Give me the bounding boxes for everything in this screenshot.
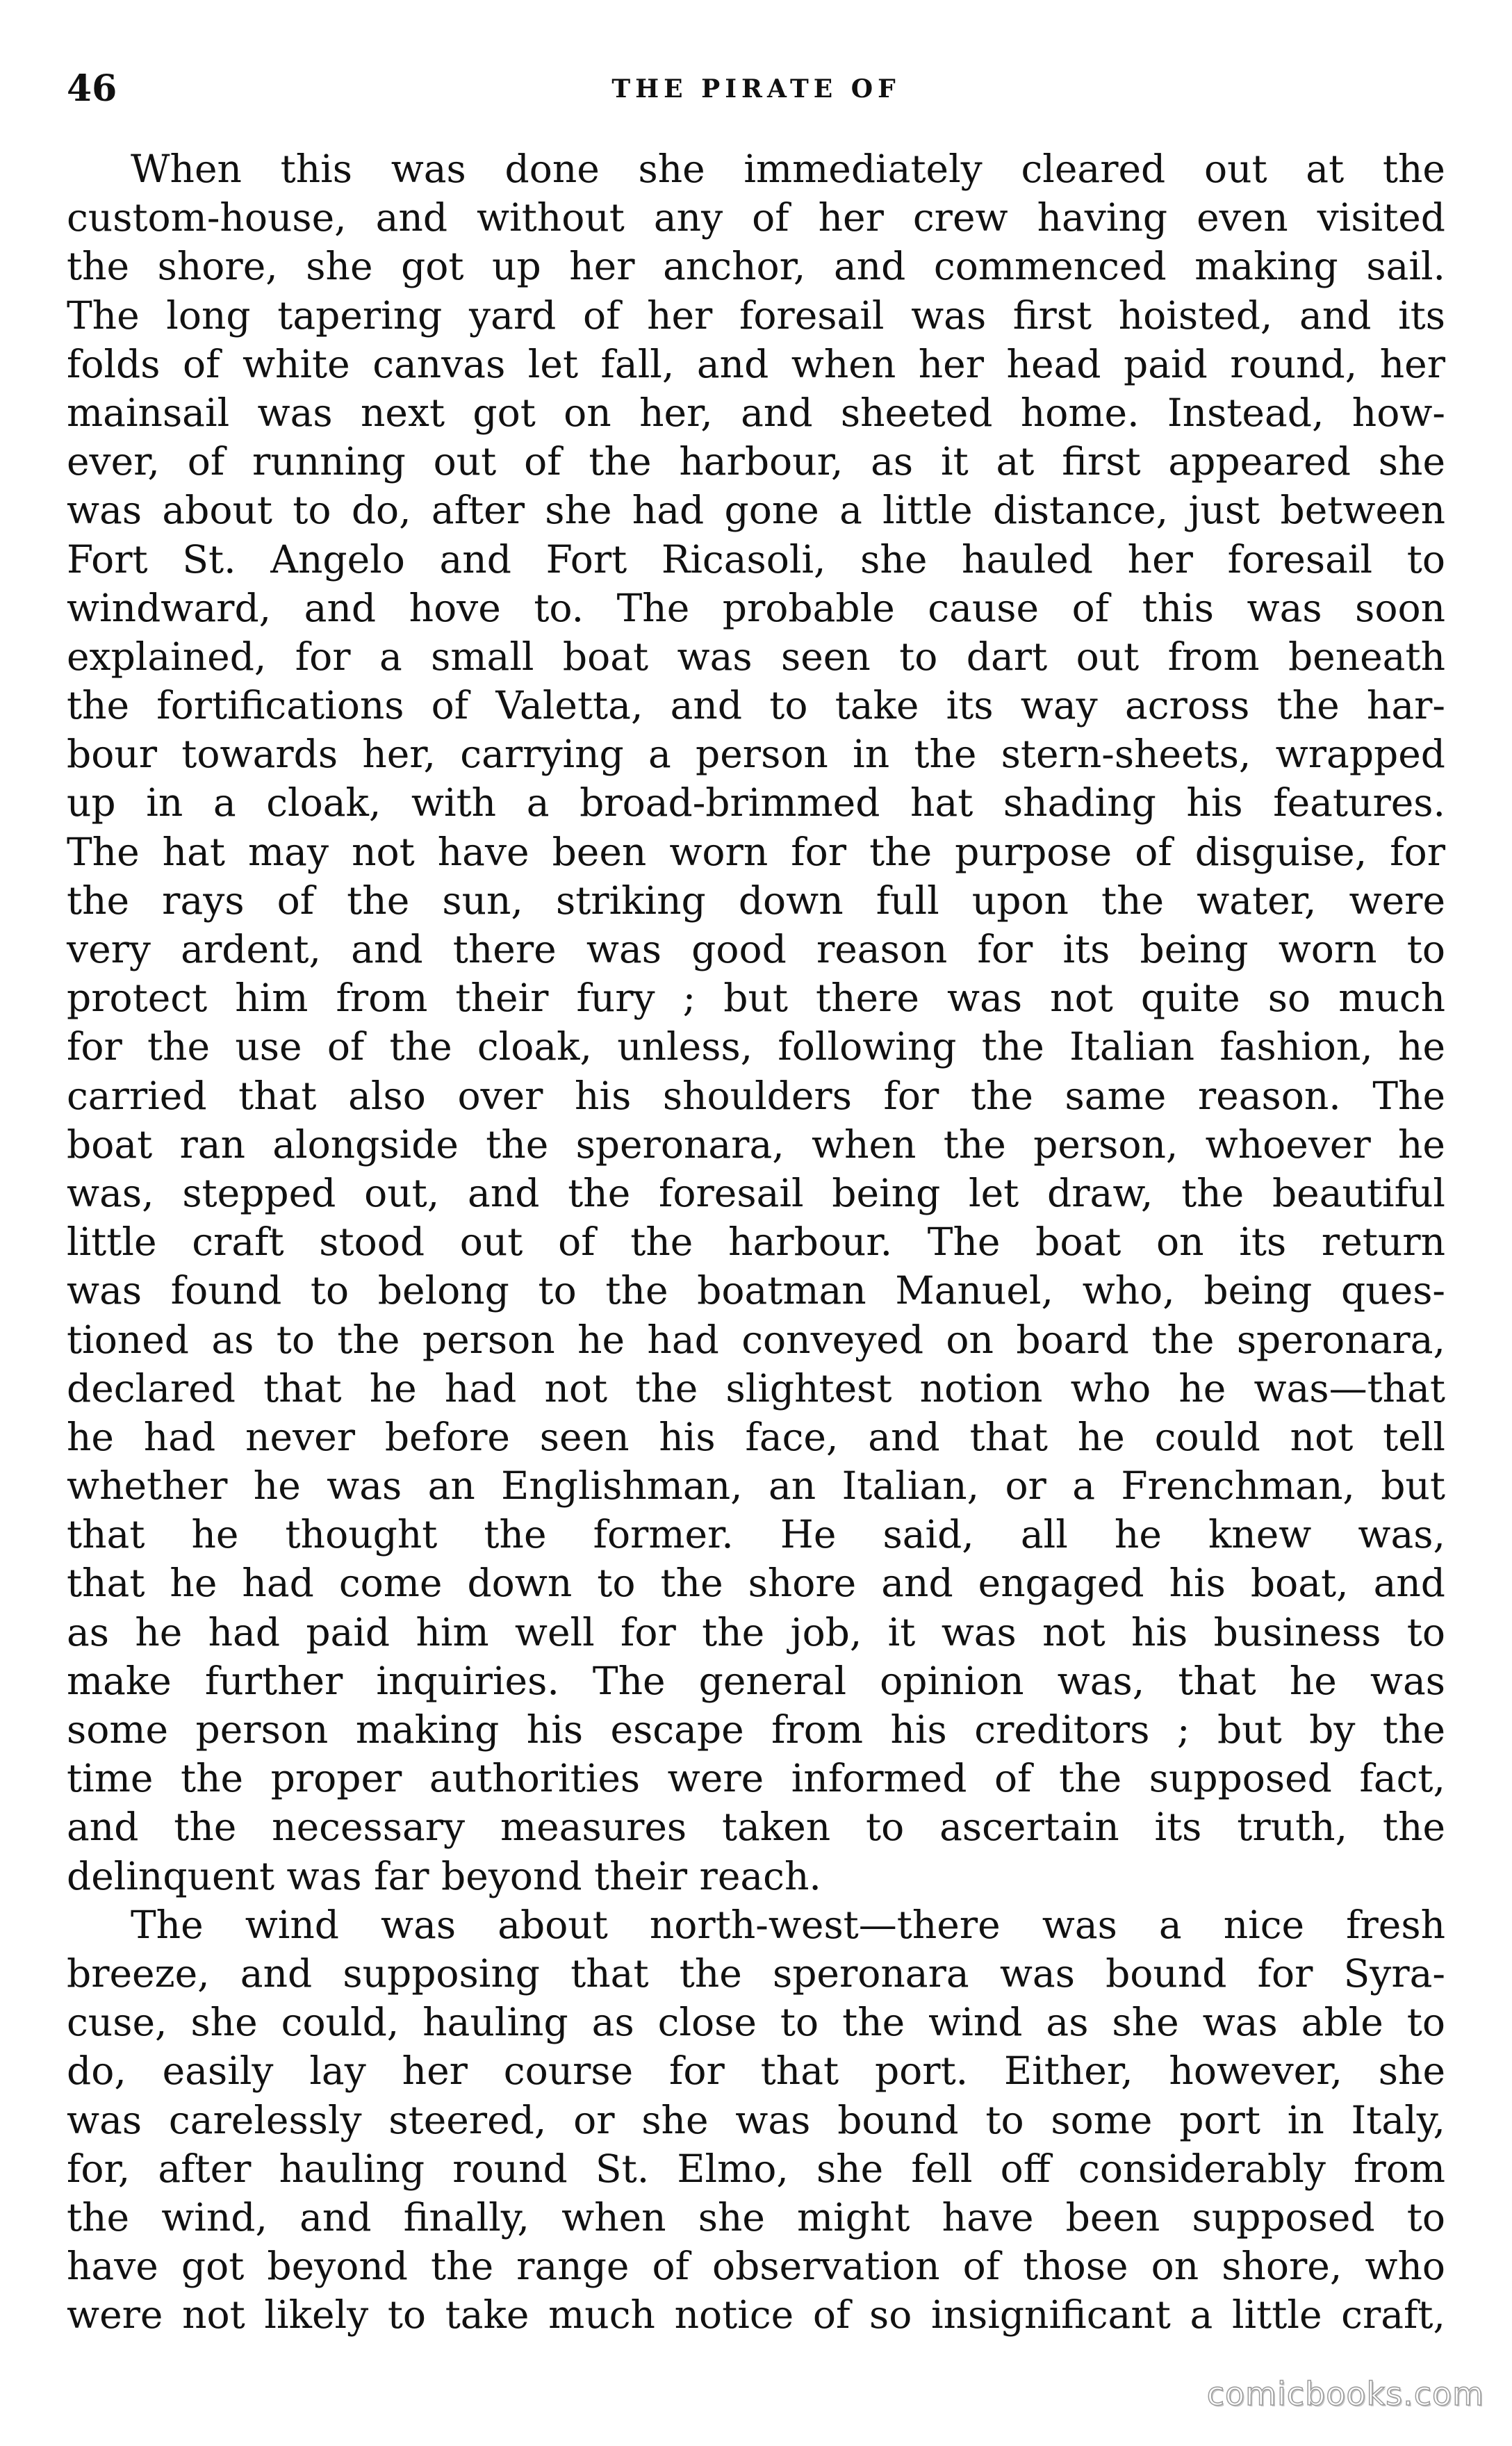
text-line: custom-house, and without any of her crew having even visited [67, 195, 1445, 240]
text-line: as he had paid him well for the job, it was not his business to [67, 1609, 1445, 1655]
text-line: was found to belong to the boatman Manuel, who, being ques- [67, 1268, 1445, 1313]
page-header [67, 61, 1445, 117]
text-line: and the necessary measures taken to ascertain its truth, the [67, 1805, 1445, 1850]
text-line: very ardent, and there was good reason for its being worn to [67, 927, 1445, 971]
text-line: the shore, she got up her anchor, and commenced making sail. [67, 244, 1445, 289]
text-line: have got beyond the range of observation of those on shore, who [67, 2244, 1445, 2289]
text-line: mainsail was next got on her, and sheeted home. Instead, how- [67, 390, 1445, 435]
text-line: for, after hauling round St. Elmo, she fell off considerably from [67, 2146, 1445, 2191]
text-line: was, stepped out, and the foresail being let draw, the beautiful [67, 1170, 1445, 1215]
text-line: that he had come down to the shore and engaged his boat, and [67, 1561, 1445, 1606]
text-line: tioned as to the person he had conveyed on board the speronara, [67, 1317, 1445, 1362]
text-line: were not likely to take much notice of so insignificant a little craft, [67, 2292, 1445, 2338]
text-line: make further inquiries. The general opinion was, that he was [67, 1658, 1445, 1703]
text-line: windward, and hove to. The probable cause of this was soon [67, 585, 1445, 630]
text-line: that he thought the former. He said, all he knew was, [67, 1512, 1445, 1557]
text-line: carried that also over his shoulders for the same reason. The [67, 1073, 1445, 1118]
text-line: little craft stood out of the harbour. The boat on its return [67, 1220, 1445, 1265]
text-line: boat ran alongside the speronara, when the person, whoever he [67, 1122, 1445, 1167]
text-line: for the use of the cloak, unless, following the Italian fashion, he [67, 1024, 1445, 1069]
text-line: whether he was an Englishman, an Italian, or a Frenchman, but [67, 1463, 1445, 1509]
text-line: bour towards her, carrying a person in the stern-sheets, wrapped [67, 732, 1445, 777]
text-line: he had never before seen his face, and that he could not tell [67, 1414, 1445, 1459]
text-line: was about to do, after she had gone a little distance, just between [67, 488, 1445, 533]
text-line: do, easily lay her course for that port. Either, however, she [67, 2049, 1445, 2094]
text-line: some person making his escape from his creditors ; but by the [67, 1707, 1445, 1752]
text-line: was carelessly steered, or she was bound to some port in Italy, [67, 2097, 1445, 2142]
text-line: ever, of running out of the harbour, as it at first appeared she [67, 439, 1445, 484]
text-line: the rays of the sun, striking down full upon the water, were [67, 878, 1445, 923]
text-line: folds of white canvas let fall, and when her head paid round, her [67, 341, 1445, 386]
text-line: The long tapering yard of her foresail was first hoisted, and its [67, 293, 1445, 338]
text-line: protect him from their fury ; but there was not quite so much [67, 976, 1445, 1021]
running-head: THE PIRATE OF [611, 74, 901, 104]
text-line: Fort St. Angelo and Fort Ricasoli, she hauled her foresail to [67, 536, 1445, 582]
text-line: delinquent was far beyond their reach. [67, 1853, 821, 1898]
text-line: up in a cloak, with a broad-brimmed hat shading his features. [67, 780, 1445, 826]
text-line: The hat may not have been worn for the purpose of disguise, for [67, 829, 1445, 874]
text-line: The wind was about north-west—there was a nice fresh [131, 1902, 1445, 1947]
text-line: cuse, she could, hauling as close to the wind as she was able to [67, 2000, 1445, 2045]
page-number: 46 [67, 67, 117, 110]
text-line: breeze, and supposing that the speronara was bound for Syra- [67, 1951, 1445, 1996]
text-line: When this was done she immediately cleared out at the [131, 147, 1445, 191]
text-line: the fortifications of Valetta, and to take its way across the har- [67, 683, 1445, 728]
body-text [67, 145, 1445, 2339]
text-line: time the proper authorities were informed of the supposed fact, [67, 1756, 1445, 1801]
text-line: explained, for a small boat was seen to dart out from beneath [67, 634, 1445, 679]
text-line: declared that he had not the slightest notion who he was—that [67, 1365, 1445, 1411]
text-line: the wind, and finally, when she might have been supposed to [67, 2194, 1445, 2240]
site-watermark: comicbooks.com [1206, 2375, 1484, 2413]
